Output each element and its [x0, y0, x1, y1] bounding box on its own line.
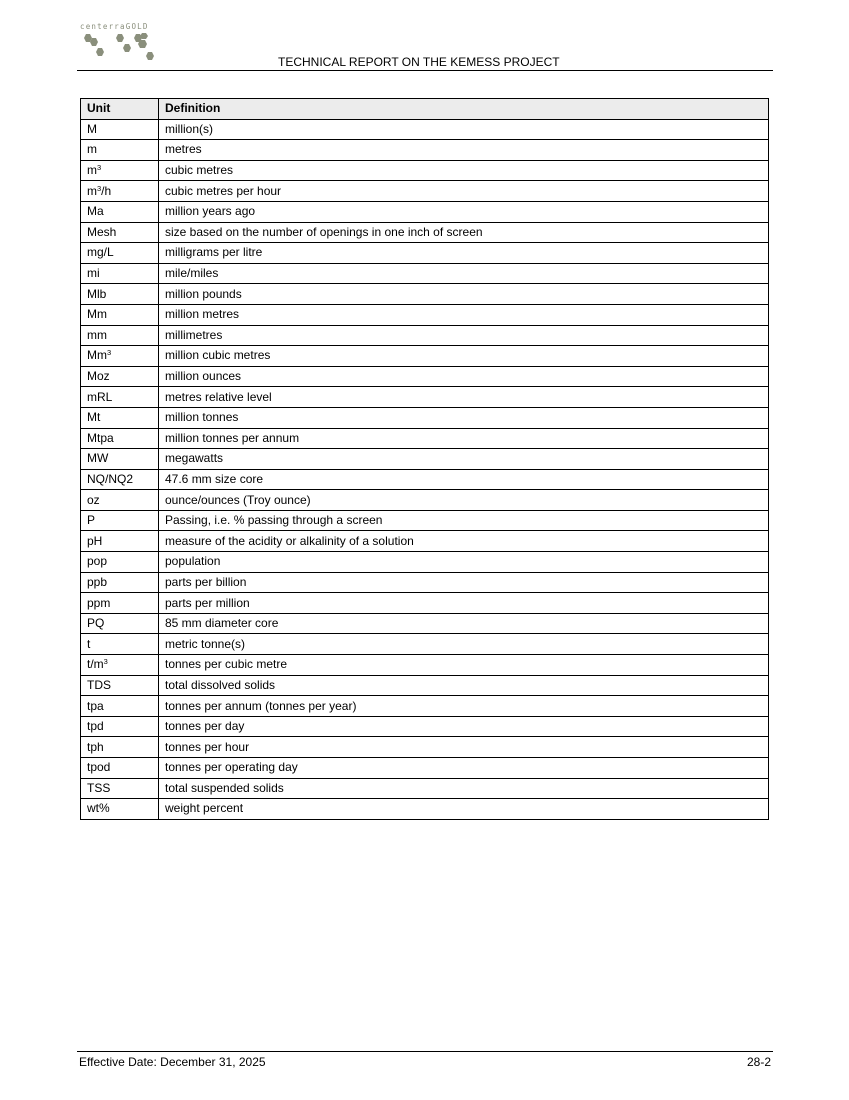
definition-cell: tonnes per operating day: [159, 758, 769, 779]
definition-cell: mile/miles: [159, 263, 769, 284]
unit-cell: [81, 407, 159, 428]
unit-cell: [81, 449, 159, 470]
unit-text: Mm: [87, 307, 107, 322]
table-row: [81, 449, 769, 470]
unit-cell: [81, 572, 159, 593]
page-number: 28-2: [746, 1055, 771, 1069]
unit-cell: [81, 160, 159, 181]
definition-column-header: Definition: [159, 99, 769, 120]
unit-text: ppb: [87, 574, 108, 589]
unit-text: Moz: [87, 369, 110, 384]
unit-text: NQ/NQ2: [87, 471, 134, 486]
unit-cell: [81, 346, 159, 367]
table-row: [81, 325, 769, 346]
unit-text: m: [87, 142, 97, 157]
table-row: [81, 387, 769, 408]
table-row: [81, 716, 769, 737]
units-table: [80, 98, 769, 820]
definition-cell: weight percent: [159, 799, 769, 820]
unit-cell: [81, 222, 159, 243]
table-row: [81, 140, 769, 161]
definition-cell: million tonnes: [159, 407, 769, 428]
unit-text: TDS: [87, 677, 111, 692]
table-row: [81, 758, 769, 779]
table-row: [81, 634, 769, 655]
unit-text: Ma: [87, 204, 104, 219]
unit-superscript: 3: [97, 183, 102, 193]
definition-cell: million pounds: [159, 284, 769, 305]
unit-text: mRL: [87, 389, 113, 404]
unit-cell: [81, 243, 159, 264]
unit-cell: [81, 469, 159, 490]
unit-text: pH: [87, 533, 103, 548]
unit-column-header: Unit: [81, 99, 159, 120]
unit-cell: [81, 490, 159, 511]
table-row: [81, 778, 769, 799]
unit-text: tpa: [87, 698, 104, 713]
unit-text: tpd: [87, 719, 104, 734]
table-row: [81, 119, 769, 140]
table-row: [81, 531, 769, 552]
table-row: [81, 552, 769, 573]
unit-text: MW: [87, 451, 109, 466]
table-row: [81, 428, 769, 449]
definition-cell: Passing, i.e. % passing through a screen: [159, 510, 769, 531]
unit-text: P: [87, 513, 96, 528]
table-row: [81, 407, 769, 428]
unit-cell: [81, 510, 159, 531]
definition-cell: million ounces: [159, 366, 769, 387]
table-row: [81, 655, 769, 676]
definition-cell: million tonnes per annum: [159, 428, 769, 449]
unit-cell: [81, 799, 159, 820]
unit-cell: [81, 552, 159, 573]
table-row: [81, 737, 769, 758]
unit-cell: [81, 758, 159, 779]
unit-superscript: 3: [103, 657, 108, 667]
unit-cell: [81, 181, 159, 202]
report-title: TECHNICAL REPORT ON THE KEMESS PROJECT: [278, 55, 560, 69]
unit-text: m: [87, 163, 97, 178]
unit-text: mi: [87, 266, 100, 281]
table-row: [81, 572, 769, 593]
table-row: [81, 243, 769, 264]
unit-cell: [81, 696, 159, 717]
unit-cell: [81, 613, 159, 634]
definition-cell: 85 mm diameter core: [159, 613, 769, 634]
definition-cell: total dissolved solids: [159, 675, 769, 696]
definition-cell: megawatts: [159, 449, 769, 470]
effective-date: Effective Date: December 31, 2025: [79, 1055, 266, 1069]
definition-cell: tonnes per annum (tonnes per year): [159, 696, 769, 717]
company-logo: [80, 22, 170, 68]
unit-text: Mlb: [87, 286, 107, 301]
definition-cell: metres: [159, 140, 769, 161]
unit-text: mm: [87, 327, 107, 342]
logo-wordmark: centerraGOLD: [80, 22, 149, 31]
definition-cell: size based on the number of openings in one inch of screen: [159, 222, 769, 243]
table-row: [81, 304, 769, 325]
unit-text: TSS: [87, 780, 111, 795]
unit-cell: [81, 119, 159, 140]
table-row: [81, 510, 769, 531]
unit-cell: [81, 593, 159, 614]
definition-cell: metres relative level: [159, 387, 769, 408]
header-divider: [77, 70, 773, 71]
logo-hexagon-cluster: [80, 32, 170, 68]
definition-cell: milligrams per litre: [159, 243, 769, 264]
unit-cell: [81, 655, 159, 676]
unit-cell: [81, 263, 159, 284]
table-row: [81, 201, 769, 222]
table-row: [81, 696, 769, 717]
table-row: [81, 799, 769, 820]
unit-cell: [81, 366, 159, 387]
unit-text: tpod: [87, 760, 111, 775]
table-header-row: [81, 99, 769, 120]
unit-text: ppm: [87, 595, 111, 610]
table-row: [81, 181, 769, 202]
table-row: [81, 160, 769, 181]
unit-text: Mesh: [87, 224, 117, 239]
unit-text: mg/L: [87, 245, 114, 260]
unit-text: Mt: [87, 410, 101, 425]
unit-text: M: [87, 121, 97, 136]
definition-cell: population: [159, 552, 769, 573]
definition-cell: million years ago: [159, 201, 769, 222]
unit-superscript: 3: [107, 348, 112, 358]
table-row: [81, 613, 769, 634]
unit-cell: [81, 387, 159, 408]
table-row: [81, 469, 769, 490]
unit-cell: [81, 325, 159, 346]
unit-text: Mtpa: [87, 430, 114, 445]
units-table-body: [81, 119, 769, 819]
unit-cell: [81, 716, 159, 737]
table-row: [81, 490, 769, 511]
unit-text: pop: [87, 554, 108, 569]
definition-cell: cubic metres per hour: [159, 181, 769, 202]
unit-cell: [81, 304, 159, 325]
definition-cell: million(s): [159, 119, 769, 140]
table-row: [81, 366, 769, 387]
definition-cell: cubic metres: [159, 160, 769, 181]
table-row: [81, 222, 769, 243]
footer-divider: [77, 1051, 773, 1052]
table-row: [81, 675, 769, 696]
unit-cell: [81, 778, 159, 799]
unit-text: PQ: [87, 616, 105, 631]
unit-cell: [81, 675, 159, 696]
table-row: [81, 284, 769, 305]
definition-cell: total suspended solids: [159, 778, 769, 799]
definition-cell: parts per billion: [159, 572, 769, 593]
unit-text: wt%: [87, 801, 110, 816]
definition-cell: tonnes per cubic metre: [159, 655, 769, 676]
unit-cell: [81, 634, 159, 655]
definition-cell: millimetres: [159, 325, 769, 346]
table-row: [81, 346, 769, 367]
unit-cell: [81, 531, 159, 552]
unit-text: Mm: [87, 348, 107, 363]
definition-cell: million cubic metres: [159, 346, 769, 367]
unit-cell: [81, 737, 159, 758]
definition-cell: tonnes per day: [159, 716, 769, 737]
unit-text: oz: [87, 492, 100, 507]
definition-cell: 47.6 mm size core: [159, 469, 769, 490]
unit-suffix: /h: [101, 183, 112, 198]
definition-cell: measure of the acidity or alkalinity of a solution: [159, 531, 769, 552]
table-row: [81, 263, 769, 284]
table-row: [81, 593, 769, 614]
definition-cell: million metres: [159, 304, 769, 325]
unit-text: t: [87, 636, 91, 651]
definition-cell: tonnes per hour: [159, 737, 769, 758]
unit-cell: [81, 428, 159, 449]
definition-cell: ounce/ounces (Troy ounce): [159, 490, 769, 511]
unit-cell: [81, 201, 159, 222]
unit-cell: [81, 140, 159, 161]
definition-cell: parts per million: [159, 593, 769, 614]
unit-text: m: [87, 183, 97, 198]
unit-superscript: 3: [97, 163, 102, 173]
unit-cell: [81, 284, 159, 305]
unit-text: t/m: [87, 657, 104, 672]
unit-text: tph: [87, 739, 104, 754]
definition-cell: metric tonne(s): [159, 634, 769, 655]
